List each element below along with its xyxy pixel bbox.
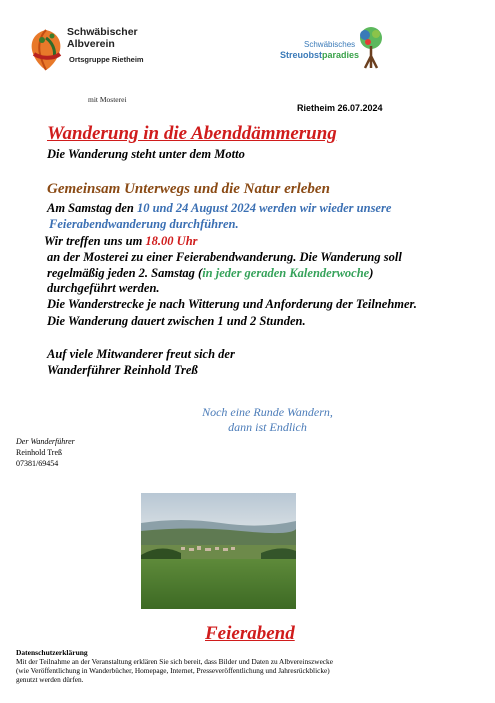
body-line-9: Auf viele Mitwanderer freut sich der	[47, 347, 235, 361]
albverein-emblem-icon	[26, 24, 66, 72]
quote	[200, 405, 335, 435]
body-line-4: an der Mosterei zu einer Feierabendwanderung. Die Wanderung soll	[47, 250, 402, 264]
body-line-7: Die Wanderstrecke je nach Witterung und Anforderung der Teilnehmer.	[47, 297, 417, 311]
contact-role: Der Wanderführer	[16, 437, 75, 446]
partner-top-text: Schwäbisches	[304, 40, 356, 49]
body-line-10: Wanderführer Reinhold Treß	[47, 363, 198, 377]
privacy-line-3: genutzt werden dürfen.	[16, 675, 84, 684]
club-name: Schwäbischer Albverein	[67, 26, 138, 50]
partner-bottom-text: Streuobstparadies	[280, 50, 360, 60]
intro-line: Die Wanderung steht unter dem Motto	[47, 147, 245, 161]
feierabend-heading: Feierabend	[205, 623, 295, 644]
landscape-photo	[141, 493, 296, 609]
privacy-title: Datenschutzerklärung	[16, 648, 88, 657]
body-line-6: durchgeführt werden.	[47, 281, 160, 295]
body-line-3: Wir treffen uns um 18.00 Uhr	[44, 234, 198, 248]
streuobstparadies-logo	[278, 26, 388, 74]
albverein-logo	[26, 24, 156, 104]
body-line-5: regelmäßig jeden 2. Samstag (in jeder geraden Kalenderwoche)	[47, 266, 374, 280]
mosterei-label: mit Mosterei	[88, 95, 127, 104]
group-name: Ortsgruppe Rietheim	[69, 55, 144, 64]
quote-line-1: Noch eine Runde Wandern,	[202, 405, 333, 419]
quote-line-2: dann ist Endlich	[228, 420, 307, 434]
body-line-1: Am Samstag den 10 und 24 August 2024 werden wir wieder unsere	[47, 201, 392, 215]
body-line-8: Die Wanderung dauert zwischen 1 und 2 Stunden.	[47, 314, 306, 328]
contact-name: Reinhold Treß	[16, 448, 63, 457]
motto: Gemeinsam Unterwegs und die Natur erleben	[47, 181, 330, 197]
tree-icon	[358, 26, 384, 70]
contact-phone: 07381/69454	[16, 459, 59, 468]
document-title: Wanderung in die Abenddämmerung	[47, 123, 337, 144]
privacy-line-1: Mit der Teilnahme an der Veranstaltung erklären Sie sich bereit, dass Bilder und Daten zu Albvereinszwecke	[16, 657, 333, 666]
privacy-text	[16, 657, 456, 684]
document-date: Rietheim 26.07.2024	[297, 103, 383, 113]
body-line-2: Feierabendwanderung durchführen.	[49, 217, 239, 231]
privacy-line-2: (wie Veröffentlichung in Wanderbücher, Homepage, Internet, Presseveröffentlichung und Jahresrückblicke)	[16, 666, 330, 675]
